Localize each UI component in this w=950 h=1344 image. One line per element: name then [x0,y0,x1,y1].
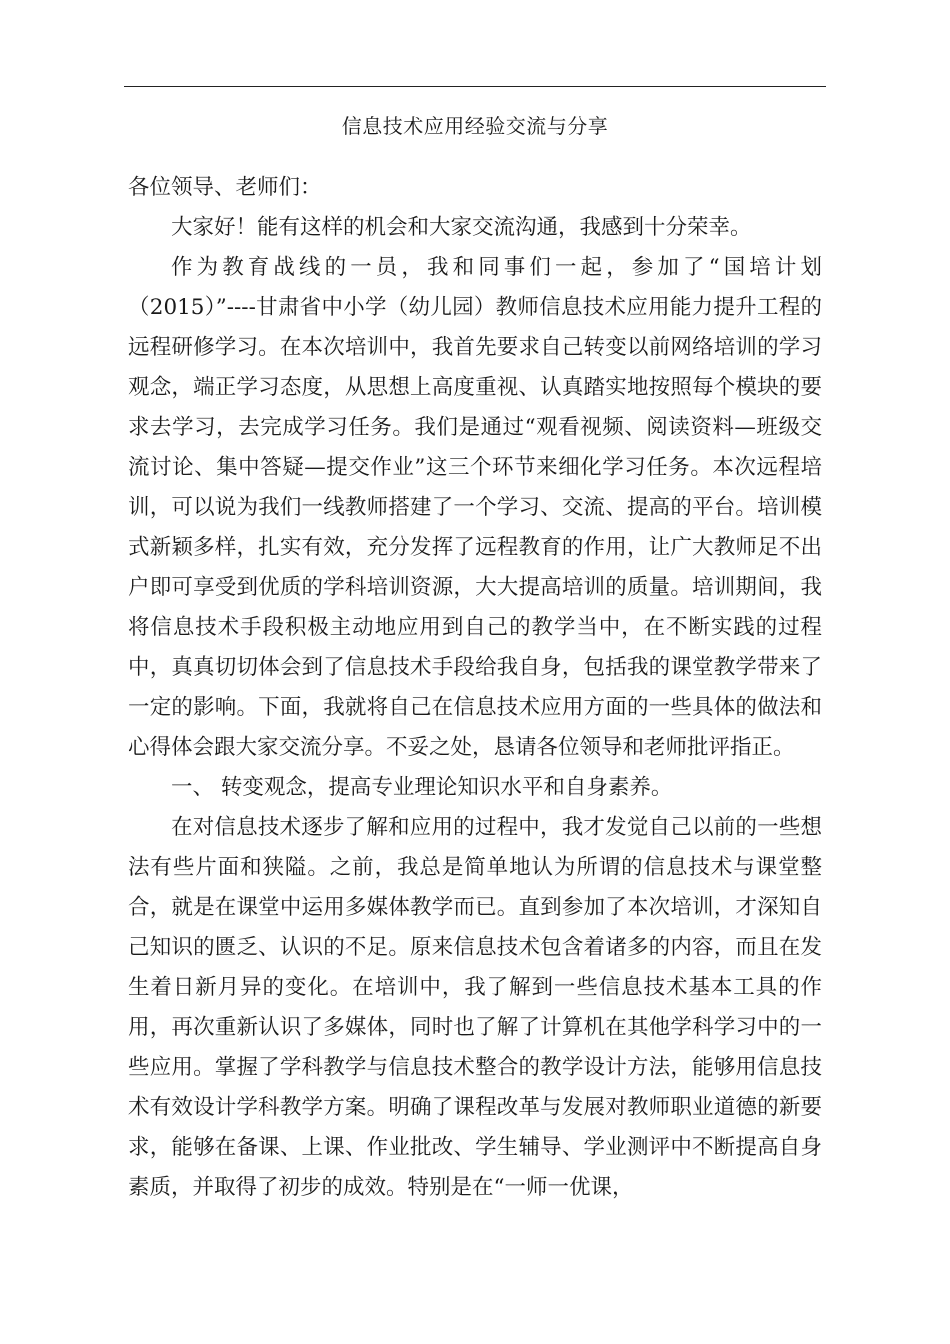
greeting-paragraph: 大家好！能有这样的机会和大家交流沟通，我感到十分荣幸。 [171,215,752,240]
training-experience-paragraph: 作为教育战线的一员，我和同事们一起，参加了“国培计划（2015）”----甘肃省中小学（幼儿园）教师信息技术应用能力提升工程的远程研修学习。在本次培训中，我首先要求自己转变以前网络培训的学习观念，端正学习态度，从思想上高度重视、认真踏实地按照每个模块的要求去学习，去完成学习任务。我们是通过“观看视频、阅读资料—班级交流讨论、集中答疑—提交作业”这三个环节来细化学习任务。本次远程培训，可以说为我们一线教师搭建了一个学习、交流、提高的平台。培训模式新颖多样，扎实有效，充分发挥了远程教育的作用，让广大教师足不出户即可享受到优质的学科培训资源，大大提高培训的质量。培训期间，我将信息技术手段积极主动地应用到自己的教学当中，在不断实践的过程中，真真切切体会到了信息技术手段给我自身，包括我的课堂教学带来了一定的影响。下面，我就将自己在信息技术应用方面的一些具体的做法和心得体会跟大家交流分享。不妥之处，恳请各位领导和老师批评指正。 [128,255,822,760]
section-one-heading: 一、 转变观念，提高专业理论知识水平和自身素养。 [171,775,673,800]
header-rule [124,86,826,87]
salutation: 各位领导、老师们： [128,175,322,200]
section-one-paragraph: 在对信息技术逐步了解和应用的过程中，我才发觉自己以前的一些想法有些片面和狭隘。之前，我总是简单地认为所谓的信息技术与课堂整合，就是在课堂中运用多媒体教学而已。直到参加了本次培训，才深知自己知识的匮乏、认识的不足。原来信息技术包含着诸多的内容，而且在发生着日新月异的变化。在培训中，我了解到一些信息技术基本工具的作用，再次重新认识了多媒体，同时也了解了计算机在其他学科学习中的一些应用。掌握了学科教学与信息技术整合的教学设计方法，能够用信息技术有效设计学科教学方案。明确了课程改革与发展对教师职业道德的新要求，能够在备课、上课、作业批改、学生辅导、学业测评中不断提高自身素质，并取得了初步的成效。特别是在“一师一优课， [128,815,822,1200]
document-title: 信息技术应用经验交流与分享 [341,114,609,138]
document-body [128,168,822,1208]
